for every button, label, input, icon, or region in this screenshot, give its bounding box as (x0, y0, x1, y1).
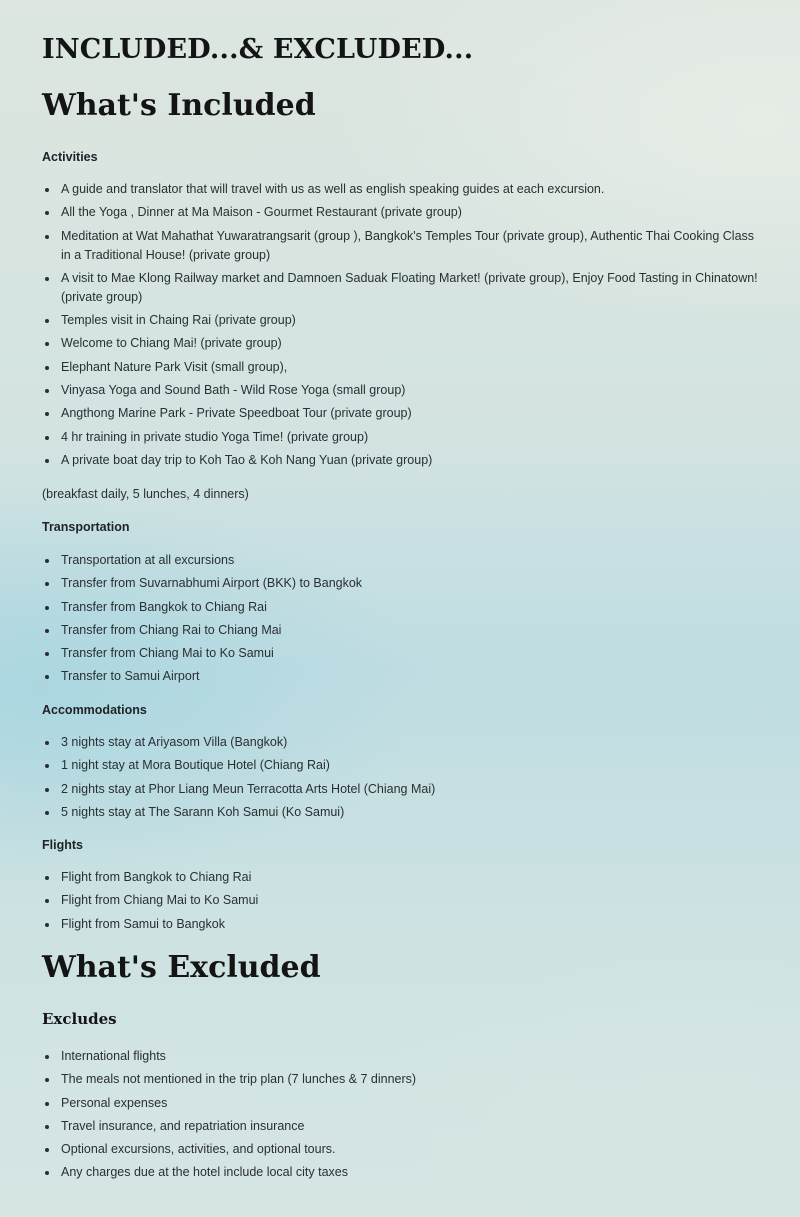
list-item: Travel insurance, and repatriation insurance (42, 1117, 762, 1136)
page-title: INCLUDED...& EXCLUDED... (42, 34, 474, 65)
included-heading: What's Included (42, 88, 316, 123)
transportation-list (42, 551, 762, 691)
excludes-subheading: Excludes (42, 1010, 117, 1028)
list-item: 4 hr training in private studio Yoga Time! (private group) (42, 428, 762, 447)
list-item: International flights (42, 1047, 762, 1066)
meals-note: (breakfast daily, 5 lunches, 4 dinners) (42, 487, 249, 501)
list-item: The meals not mentioned in the trip plan (7 lunches & 7 dinners) (42, 1070, 762, 1089)
list-item: Transfer to Samui Airport (42, 667, 762, 686)
excluded-list (42, 1047, 762, 1187)
list-item: Optional excursions, activities, and optional tours. (42, 1140, 762, 1159)
flights-heading: Flights (42, 838, 83, 852)
list-item: Angthong Marine Park - Private Speedboat Tour (private group) (42, 404, 762, 423)
list-item: A visit to Mae Klong Railway market and Damnoen Saduak Floating Market! (private group), Enjoy Food Tasting in Chinatown! (private group) (42, 269, 762, 307)
activities-list (42, 180, 762, 474)
transportation-heading: Transportation (42, 520, 130, 534)
list-item: Welcome to Chiang Mai! (private group) (42, 334, 762, 353)
list-item: 3 nights stay at Ariyasom Villa (Bangkok) (42, 733, 762, 752)
excluded-heading: What's Excluded (42, 950, 321, 985)
list-item: Flight from Chiang Mai to Ko Samui (42, 891, 762, 910)
list-item: Vinyasa Yoga and Sound Bath - Wild Rose Yoga (small group) (42, 381, 762, 400)
list-item: 5 nights stay at The Sarann Koh Samui (Ko Samui) (42, 803, 762, 822)
list-item: Transfer from Suvarnabhumi Airport (BKK) to Bangkok (42, 574, 762, 593)
list-item: Meditation at Wat Mahathat Yuwaratrangsarit (group ), Bangkok's Temples Tour (private group), Authentic Thai Cooking Class in a Traditional House! (private group) (42, 227, 762, 265)
list-item: A private boat day trip to Koh Tao & Koh Nang Yuan (private group) (42, 451, 762, 470)
list-item: Transfer from Chiang Mai to Ko Samui (42, 644, 762, 663)
list-item: Transfer from Chiang Rai to Chiang Mai (42, 621, 762, 640)
list-item: Personal expenses (42, 1094, 762, 1113)
list-item: Elephant Nature Park Visit (small group), (42, 358, 762, 377)
list-item: 1 night stay at Mora Boutique Hotel (Chiang Rai) (42, 756, 762, 775)
list-item: A guide and translator that will travel with us as well as english speaking guides at each excursion. (42, 180, 762, 199)
list-item: Temples visit in Chaing Rai (private group) (42, 311, 762, 330)
list-item: Transfer from Bangkok to Chiang Rai (42, 598, 762, 617)
list-item: Flight from Bangkok to Chiang Rai (42, 868, 762, 887)
list-item: Any charges due at the hotel include local city taxes (42, 1163, 762, 1182)
list-item: Transportation at all excursions (42, 551, 762, 570)
list-item: Flight from Samui to Bangkok (42, 915, 762, 934)
flights-list (42, 868, 762, 938)
accommodations-heading: Accommodations (42, 703, 147, 717)
list-item: All the Yoga , Dinner at Ma Maison - Gourmet Restaurant (private group) (42, 203, 762, 222)
accommodations-list (42, 733, 762, 826)
activities-heading: Activities (42, 150, 98, 164)
list-item: 2 nights stay at Phor Liang Meun Terracotta Arts Hotel (Chiang Mai) (42, 780, 762, 799)
